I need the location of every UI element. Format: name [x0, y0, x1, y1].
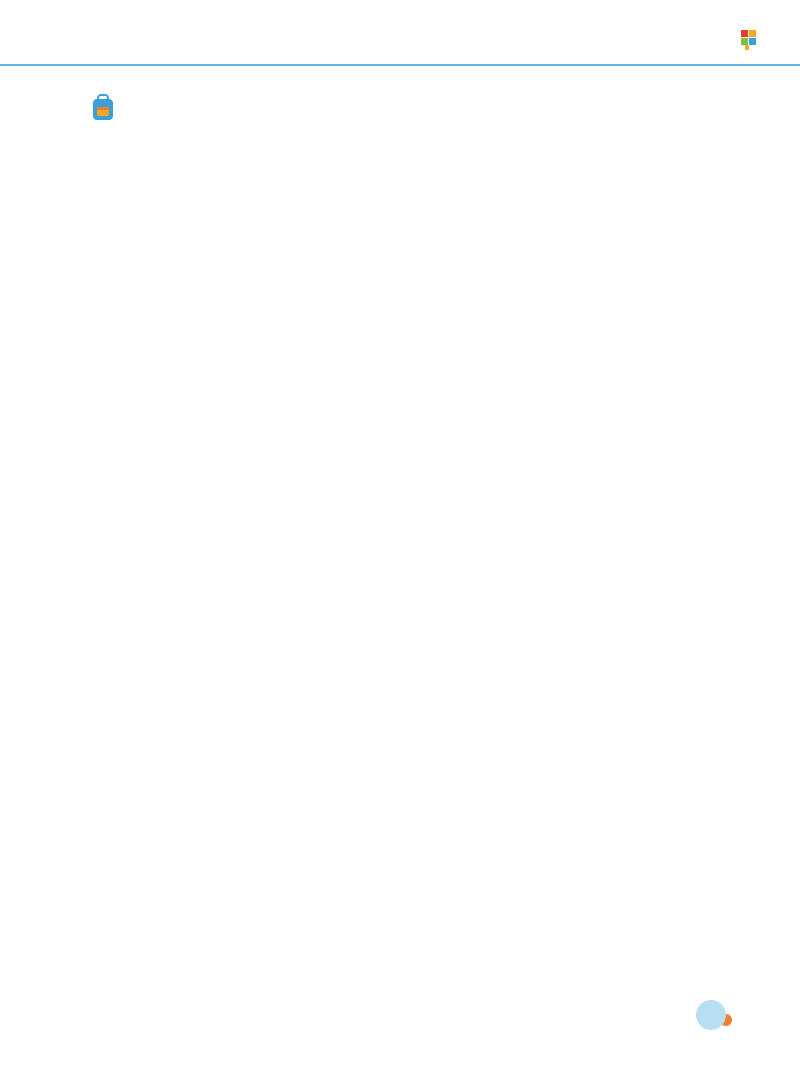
document-body — [90, 82, 730, 134]
page-number-badge — [696, 1000, 726, 1030]
backpack-icon — [90, 94, 116, 122]
page-header — [0, 0, 800, 66]
page-number — [696, 1000, 726, 1030]
brand-logo — [740, 26, 766, 54]
section-header — [90, 88, 730, 128]
header-divider — [0, 64, 800, 66]
brand-mark-icon — [740, 28, 762, 52]
